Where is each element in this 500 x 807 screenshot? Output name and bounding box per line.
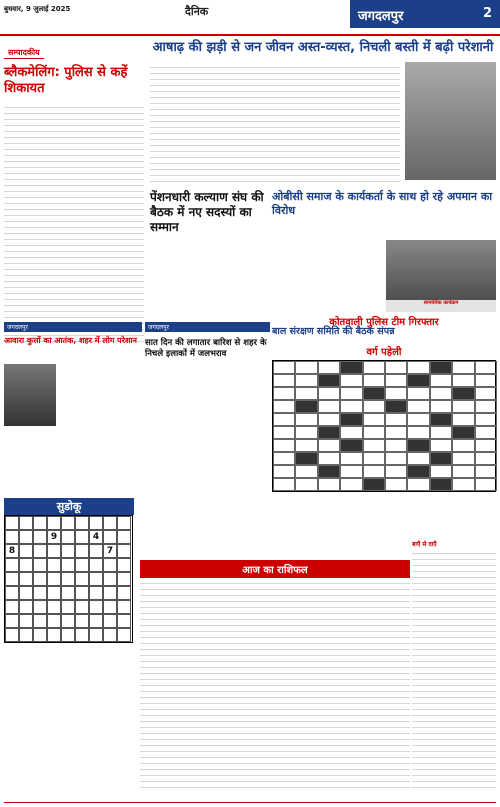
flood-photo [405,62,496,180]
sudoku-cell [75,628,89,642]
sudoku-cell [75,600,89,614]
crossword-cell [475,465,497,478]
pension-headline: पेंशनधारी कल्याण संघ की बैठक में नए सदस्यों का सम्मान [150,190,264,234]
crossword-cell [273,426,295,439]
sudoku-cell: 9 [47,530,61,544]
sudoku-grid [4,515,133,643]
sudoku-cell [5,600,19,614]
crossword-cell [475,452,497,465]
sudoku-cell [33,614,47,628]
horoscope-section [140,560,410,788]
obc-headline: ओबीसी समाज के कार्यकर्ता के साथ हो रहे अपमान का विरोध [272,190,493,217]
sudoku-cell [47,600,61,614]
masthead [0,0,500,36]
sudoku-cell [61,516,75,530]
crossword-cell [475,478,497,491]
crossword-cell [363,374,385,387]
sudoku-cell [61,614,75,628]
crossword-cell [318,439,340,452]
crossword-cell [363,426,385,439]
crossword-cell [273,465,295,478]
sudoku-cell [61,544,75,558]
crossword-cell [363,361,385,374]
sudoku-cell [89,614,103,628]
sudoku-cell [75,516,89,530]
paper-name: दैनिक [185,5,209,18]
sudoku-cell [5,516,19,530]
sudoku-cell [61,628,75,642]
sudoku-cell [19,572,33,586]
editorial-body [4,102,144,342]
sudoku-cell [33,544,47,558]
lead-headline: आषाढ़ की झड़ी से जन जीवन अस्त-व्यस्त, निचली बस्ती में बढ़ी परेशानी [152,40,494,55]
sudoku-cell [5,628,19,642]
crossword-cell [340,413,362,426]
sudoku-cell [61,558,75,572]
city-banner [350,0,500,28]
crossword-cell [430,439,452,452]
crossword-cell [407,465,429,478]
sudoku-cell [103,516,117,530]
crossword-cell [318,413,340,426]
sudoku-cell [33,572,47,586]
crossword-cell [340,452,362,465]
sudoku-cell [5,558,19,572]
sudoku-cell [75,614,89,628]
crossword-cell [295,374,317,387]
crossword-cell [407,439,429,452]
crossword-cell [430,478,452,491]
crossword-clues [412,540,496,788]
crossword-cell [295,426,317,439]
page-number: 2 [482,6,492,21]
crossword-cell [452,478,474,491]
crossword-cell [340,387,362,400]
crossword-cell [430,465,452,478]
crossword-cell [452,413,474,426]
sudoku-cell [117,586,131,600]
sudoku-cell [19,544,33,558]
crossword-cell [340,374,362,387]
sudoku-cell [89,628,103,642]
sudoku-cell [75,572,89,586]
sudoku-cell: 8 [5,544,19,558]
horoscope-title: आज का राशिफल [140,560,410,578]
event-photo-caption: सामाजिक कार्यक्रम [386,300,496,312]
crossword-cell [273,413,295,426]
crossword-cell [295,439,317,452]
sudoku-cell [33,600,47,614]
crossword-cell [273,439,295,452]
crossword-cell [430,387,452,400]
sudoku-cell [19,586,33,600]
sudoku-cell [19,614,33,628]
section-band-left: जगदलपुर [4,322,142,332]
sudoku-cell [103,586,117,600]
crossword-cell [430,413,452,426]
crossword-cell [363,465,385,478]
issue-date: बुधवार, 9 जुलाई 2025 [4,5,71,13]
sudoku-cell [19,558,33,572]
crossword-cell [385,413,407,426]
sudoku-cell [5,572,19,586]
dog-photo [4,364,56,426]
crossword-cell [407,452,429,465]
sudoku-cell [89,544,103,558]
lead-story-body [150,62,400,182]
sudoku-cell [103,558,117,572]
crossword-cell [407,478,429,491]
crossword-cell [407,387,429,400]
sudoku-cell [117,600,131,614]
crossword-cell [475,374,497,387]
crossword-cell [363,400,385,413]
sudoku-cell [117,516,131,530]
section-band-mid: जगदलपुर [145,322,270,332]
sudoku-cell [47,614,61,628]
crossword-cell [475,387,497,400]
sudoku-box [4,498,134,643]
sudoku-cell [47,544,61,558]
crossword-cell [340,400,362,413]
sudoku-cell: 4 [89,530,103,544]
crossword-cell [430,400,452,413]
crossword-cell [452,374,474,387]
crossword-cell [273,452,295,465]
crossword-cell [407,361,429,374]
crossword-cell [385,387,407,400]
crossword-cell [318,452,340,465]
crossword-cell [452,400,474,413]
crossword-cell [295,413,317,426]
sudoku-cell [89,586,103,600]
sudoku-cell [103,530,117,544]
crossword-cell [430,374,452,387]
crossword-cell [475,361,497,374]
sudoku-cell [33,628,47,642]
crossword-cell [318,478,340,491]
crossword-cell [407,413,429,426]
crossword-cell [452,452,474,465]
sudoku-cell [19,600,33,614]
horoscope-body [140,578,410,788]
crossword-cell [295,465,317,478]
editorial-column [4,40,144,342]
sudoku-cell [89,600,103,614]
crossword-cell [318,465,340,478]
sudoku-cell [103,572,117,586]
sudoku-cell [19,628,33,642]
sudoku-cell [19,516,33,530]
crossword-cell [407,426,429,439]
sudoku-cell [47,628,61,642]
crossword-cell [385,361,407,374]
dog-headline: आवारा कुत्तों का आतंक, शहर में लोग परेशान [4,336,137,345]
crossword-cell [318,426,340,439]
crossword-cell [340,426,362,439]
sudoku-cell [47,586,61,600]
crossword-cell [475,439,497,452]
crossword-cell [385,465,407,478]
crossword-cell [385,400,407,413]
sudoku-cell [61,600,75,614]
crossword-cell [318,374,340,387]
crossword-cell [475,426,497,439]
crossword-cell [295,452,317,465]
crossword-cell [273,361,295,374]
sudoku-title: सुडोकू [4,498,134,515]
crossword-cell [295,387,317,400]
crossword-cell [273,387,295,400]
crossword-cell [340,361,362,374]
crossword-cell [318,361,340,374]
sudoku-cell [117,572,131,586]
sudoku-cell [75,586,89,600]
crossword-cell [318,387,340,400]
sudoku-cell [61,586,75,600]
crossword-cell [295,478,317,491]
sudoku-cell [33,586,47,600]
crossword-cell [363,452,385,465]
committee-headline: बाल संरक्षण समिति की बैठक संपन्न [272,326,395,337]
crossword-cell [430,426,452,439]
crossword-cell [295,400,317,413]
sudoku-cell: 7 [103,544,117,558]
clues-title: बाएँ से दाएँ [412,541,437,548]
crossword-cell [363,478,385,491]
crossword-title: वर्ग पहेली [366,347,402,358]
police-headline: कोतवाली पुलिस टीम गिरफ्तार [329,317,439,328]
crossword-cell [452,439,474,452]
city-name: जगदलपुर [358,9,404,24]
sudoku-cell [117,614,131,628]
crossword-cell [452,426,474,439]
sudoku-cell [117,558,131,572]
crossword-cell [385,478,407,491]
footer-rule [4,802,496,803]
crossword-cell [407,400,429,413]
crossword-cell [475,413,497,426]
crossword-cell [407,374,429,387]
crossword-cell [385,426,407,439]
crossword-cell [475,400,497,413]
crossword-cell [363,387,385,400]
crossword-cell [273,400,295,413]
crossword-cell [318,400,340,413]
sudoku-cell [117,628,131,642]
crossword-cell [273,478,295,491]
sudoku-cell [75,544,89,558]
sudoku-cell [103,600,117,614]
crossword-cell [363,413,385,426]
sudoku-cell [103,628,117,642]
sudoku-cell [47,558,61,572]
sudoku-cell [61,530,75,544]
sudoku-cell [33,530,47,544]
crossword-cell [273,374,295,387]
sudoku-cell [103,614,117,628]
sudoku-cell [33,558,47,572]
sudoku-cell [5,586,19,600]
sudoku-cell [89,572,103,586]
sudoku-cell [47,572,61,586]
crossword-cell [452,465,474,478]
sudoku-cell [117,544,131,558]
sudoku-cell [19,530,33,544]
sudoku-cell [89,558,103,572]
crossword-cell [340,478,362,491]
crossword-cell [385,452,407,465]
crossword-cell [452,387,474,400]
crossword-cell [385,439,407,452]
sudoku-cell [89,516,103,530]
crossword-cell [385,374,407,387]
crossword-cell [430,452,452,465]
sudoku-cell [33,516,47,530]
editorial-tag: सम्पादकीय [4,47,44,59]
crossword-cell [340,465,362,478]
sudoku-cell [61,572,75,586]
crossword-cell [452,361,474,374]
sudoku-cell [47,516,61,530]
rain-headline: सात दिन की लगातार बारिश से शहर के निचले इलाकों में जलभराव [145,338,267,360]
crossword-cell [340,439,362,452]
crossword-grid [272,360,496,492]
crossword-cell [295,361,317,374]
editorial-title: ब्लैकमेलिंग: पुलिस से कहें शिकायत [4,65,128,97]
sudoku-cell [5,530,19,544]
crossword-cell [430,361,452,374]
sudoku-cell [75,558,89,572]
sudoku-cell [75,530,89,544]
crossword-cell [363,439,385,452]
sudoku-cell [117,530,131,544]
sudoku-cell [5,614,19,628]
